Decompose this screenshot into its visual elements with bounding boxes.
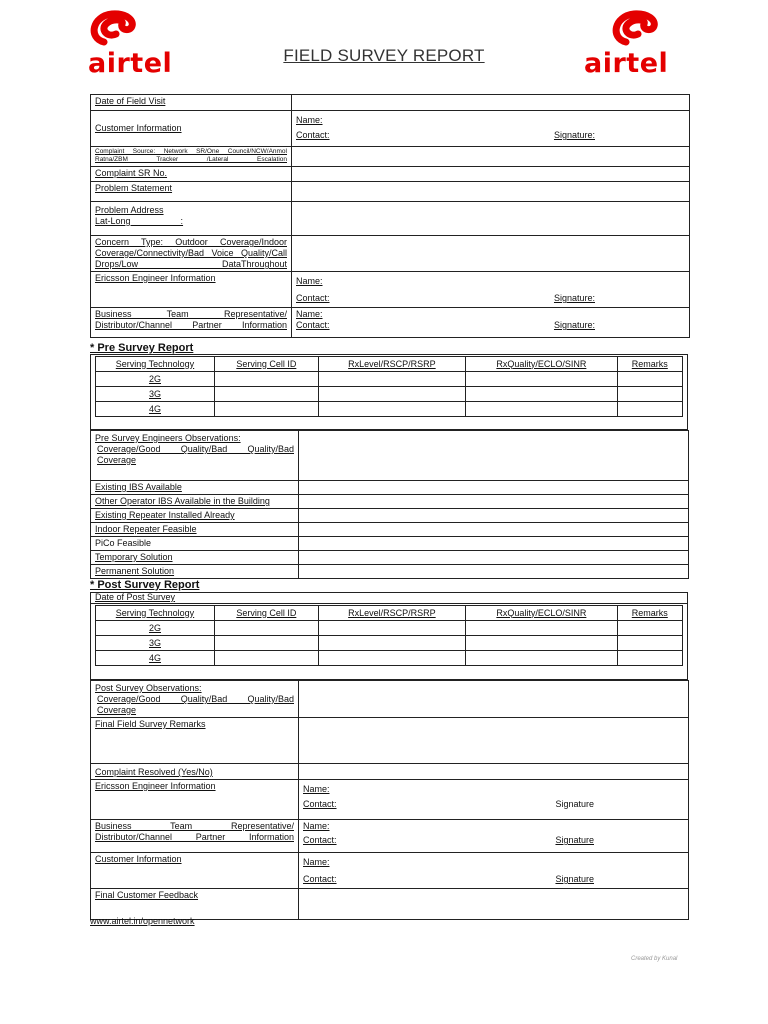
airtel-wordmark: airtel <box>88 48 173 79</box>
pre-survey-heading: * Pre Survey Report <box>90 342 194 354</box>
complaint-source-field[interactable] <box>292 147 690 167</box>
post-survey-observations-label <box>91 681 299 718</box>
permanent-solution-label: Permanent Solution <box>91 565 299 579</box>
credit-text: Created by Kunal <box>631 956 678 962</box>
problem-address-field[interactable] <box>292 202 690 236</box>
signature-label: Signature: <box>553 293 595 303</box>
indoor-repeater-feasible-label: Indoor Repeater Feasible <box>91 523 299 537</box>
problem-statement-field[interactable] <box>292 182 690 202</box>
page-title: FIELD SURVEY REPORT <box>283 46 485 65</box>
signature-label: Signature <box>555 874 594 884</box>
name-label: Name: <box>296 309 323 319</box>
contact-label: Contact: <box>303 835 337 845</box>
customer-details-table <box>90 94 690 338</box>
signature-label: Signature: <box>553 320 595 330</box>
column-header: Remarks <box>617 606 682 621</box>
ericsson-engineer-label: Ericsson Engineer Information <box>91 272 292 308</box>
technology-cell: 2G <box>96 621 215 636</box>
customer-information-label: Customer Information <box>91 853 299 889</box>
other-operator-ibs-label: Other Operator IBS Available in the Building <box>91 495 299 509</box>
table-row <box>96 636 683 651</box>
final-customer-feedback-field[interactable] <box>299 889 689 920</box>
table-row <box>96 621 683 636</box>
column-header: RxQuality/ECLO/SINR <box>466 606 617 621</box>
ericsson-engineer-field[interactable] <box>299 780 689 820</box>
airtel-logo-right <box>574 8 704 80</box>
table-row <box>96 387 683 402</box>
pre-survey-observations-label <box>91 431 299 481</box>
final-field-survey-remarks-field[interactable] <box>299 718 689 764</box>
observations-options: Coverage/Good Quality/Bad Quality/Bad Coverage <box>97 444 294 465</box>
existing-ibs-label: Existing IBS Available <box>91 481 299 495</box>
business-team-rep-label: Business Team Representative/ Distributor/Channel Partner Information <box>91 308 292 338</box>
column-header: Serving Technology <box>96 606 215 621</box>
complaint-sr-no-label: Complaint SR No. <box>91 167 292 182</box>
final-customer-feedback-label: Final Customer Feedback <box>91 889 299 920</box>
column-header: Remarks <box>617 357 682 372</box>
existing-repeater-label: Existing Repeater Installed Already <box>91 509 299 523</box>
technology-cell: 2G <box>96 372 215 387</box>
technology-cell: 3G <box>96 387 215 402</box>
name-label: Name: <box>303 857 330 867</box>
concern-type-field[interactable] <box>292 236 690 272</box>
complaint-resolved-field[interactable] <box>299 764 689 780</box>
pre-survey-observations-table <box>90 430 689 579</box>
date-of-field-visit-label: Date of Field Visit <box>91 95 292 111</box>
complaint-resolved-label: Complaint Resolved (Yes/No) <box>91 764 299 780</box>
post-survey-heading: * Post Survey Report <box>90 579 200 591</box>
table-row <box>96 402 683 417</box>
complaint-sr-no-field[interactable] <box>292 167 690 182</box>
problem-statement-label: Problem Statement <box>91 182 292 202</box>
technology-cell: 4G <box>96 402 215 417</box>
table-row <box>96 372 683 387</box>
ericsson-engineer-field[interactable] <box>292 272 690 308</box>
observations-title: Pre Survey Engineers Observations: <box>95 433 241 443</box>
opennetwork-link[interactable]: www.airtel.in/opennetwork <box>90 916 195 926</box>
observations-options: Coverage/Good Quality/Bad Quality/Bad Coverage <box>97 694 294 715</box>
column-header: RxLevel/RSCP/RSRP <box>318 606 465 621</box>
signature-label: Signature <box>555 799 594 809</box>
contact-label: Contact: <box>303 799 337 809</box>
customer-information-label: Customer Information <box>91 111 292 147</box>
column-header: Serving Cell ID <box>215 606 319 621</box>
pico-feasible-label: PiCo Feasible <box>91 537 299 551</box>
final-field-survey-remarks-label: Final Field Survey Remarks <box>91 718 299 764</box>
table-row <box>96 651 683 666</box>
post-survey-observations-field[interactable] <box>299 681 689 718</box>
signature-label: Signature: <box>553 130 595 140</box>
concern-type-label: Concern Type: Outdoor Coverage/Indoor Coverage/Connectivity/Bad Voice Quality/Call Drops/Low DataThroughout <box>91 236 292 272</box>
contact-label: Contact: <box>296 320 330 330</box>
customer-information-field[interactable] <box>292 111 690 147</box>
column-header: Serving Technology <box>96 357 215 372</box>
airtel-swirl-icon <box>604 8 664 48</box>
observations-title: Post Survey Observations: <box>95 683 202 693</box>
temporary-solution-label: Temporary Solution <box>91 551 299 565</box>
problem-address-text: Problem Address <box>95 205 164 215</box>
ericsson-engineer-label: Ericsson Engineer Information <box>91 780 299 820</box>
date-of-field-visit-field[interactable] <box>292 95 690 111</box>
post-survey-details-table <box>90 680 689 920</box>
complaint-source-label: Complaint Source: Network SR/One Council/NCW/Anmol Ratna/ZBM Tracker /Lateral Escalation <box>91 147 292 167</box>
technology-cell: 4G <box>96 651 215 666</box>
airtel-wordmark: airtel <box>584 48 669 79</box>
divider <box>90 603 688 604</box>
contact-label: Contact: <box>296 130 330 140</box>
column-header: RxQuality/ECLO/SINR <box>466 357 617 372</box>
airtel-logo-left <box>82 8 212 80</box>
column-header: RxLevel/RSCP/RSRP <box>318 357 465 372</box>
date-of-post-survey-label: Date of Post Survey <box>95 592 176 602</box>
airtel-swirl-icon <box>82 8 142 48</box>
pre-survey-signal-table <box>95 356 683 417</box>
column-header: Serving Cell ID <box>215 357 319 372</box>
lat-long-text: Lat-Long : <box>95 216 184 226</box>
name-label: Name: <box>303 821 330 831</box>
contact-label: Contact: <box>303 874 337 884</box>
name-label: Name: <box>296 115 323 125</box>
problem-address-label <box>91 202 292 236</box>
post-survey-signal-table <box>95 605 683 666</box>
signature-label: Signature <box>555 835 594 845</box>
name-label: Name: <box>296 276 323 286</box>
customer-information-field[interactable] <box>299 853 689 889</box>
business-team-rep-field[interactable] <box>299 820 689 853</box>
technology-cell: 3G <box>96 636 215 651</box>
pre-survey-observations-field[interactable] <box>299 431 689 481</box>
business-team-rep-label: Business Team Representative/ Distributor/Channel Partner Information <box>91 820 299 853</box>
name-label: Name: <box>303 784 330 794</box>
contact-label: Contact: <box>296 293 330 303</box>
business-team-rep-field[interactable] <box>292 308 690 338</box>
